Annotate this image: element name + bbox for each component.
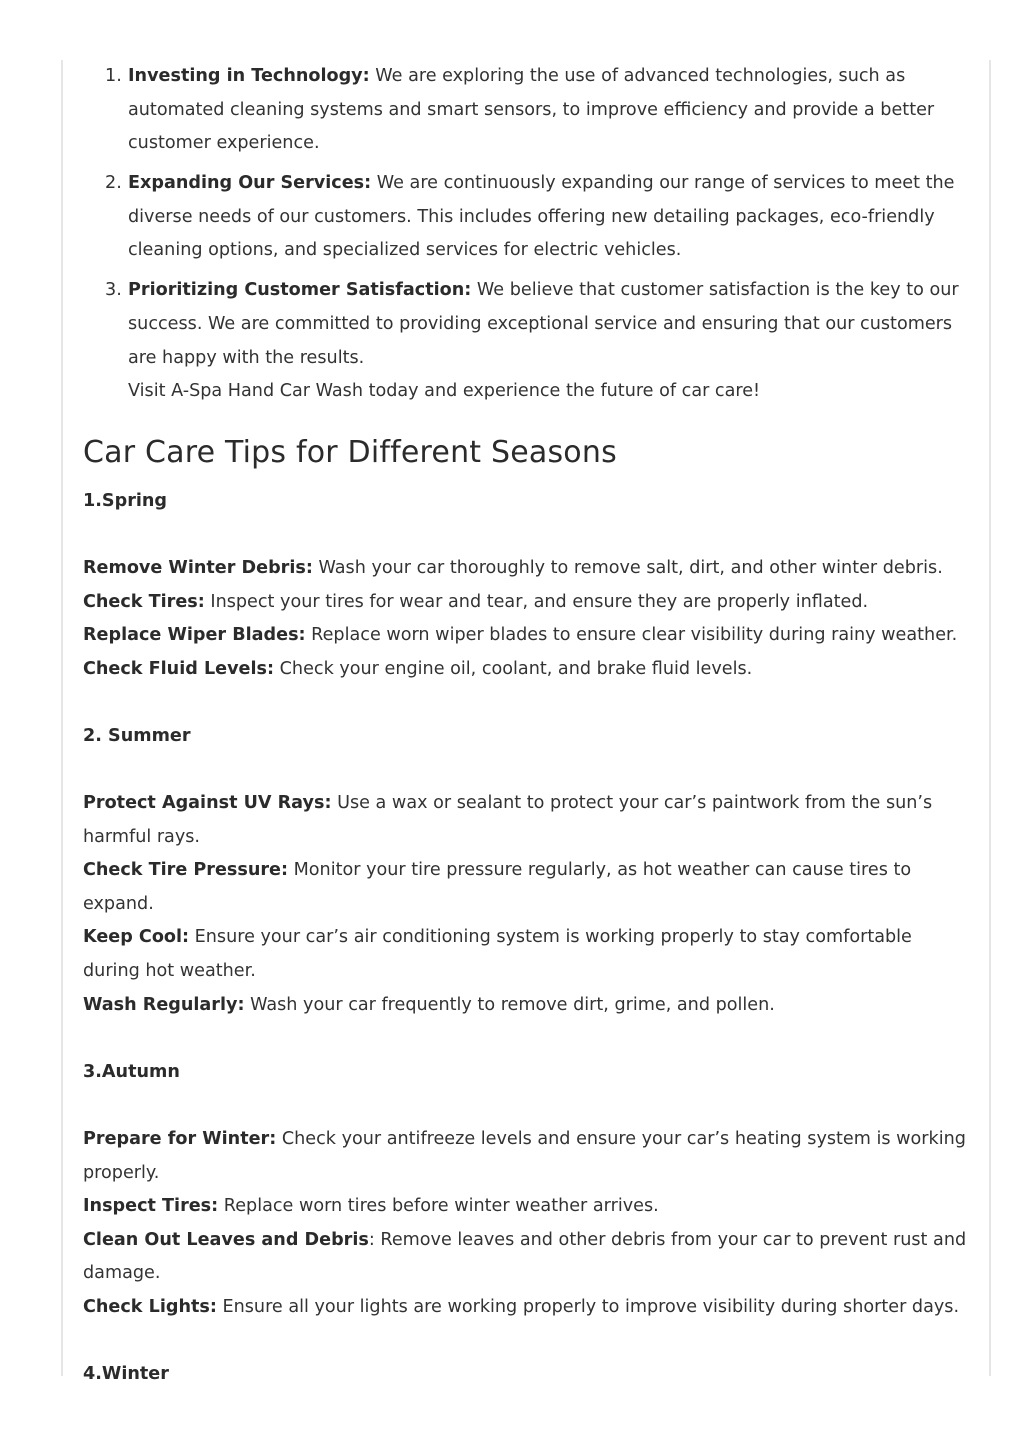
list-item-title: Expanding Our Services: (128, 173, 372, 194)
tip-item (83, 921, 973, 988)
tip-item (83, 1224, 973, 1291)
season-block-spring (83, 485, 973, 720)
tip-item (83, 653, 973, 687)
tip-title: Wash Regularly: (83, 994, 245, 1015)
tip-title: Protect Against UV Rays: (83, 793, 332, 814)
tip-title: Check Lights: (83, 1296, 217, 1317)
list-item-text: We believe that customer satisfaction is the key to our success. We are committed to providing exceptional service and ensuring that our customers are happy with the results. (128, 280, 959, 368)
list-item-title: Prioritizing Customer Satisfaction: (128, 280, 472, 301)
list-item-text: We are exploring the use of advanced technologies, such as automated cleaning systems and smart sensors, to improve efficiency and provide a better customer experience. (128, 66, 935, 154)
tip-text: Check your antifreeze levels and ensure your car’s heating system is working properly. (83, 1129, 966, 1183)
list-item (83, 274, 973, 408)
tip-title: Remove Winter Debris: (83, 557, 313, 578)
tip-title: Keep Cool: (83, 927, 190, 948)
article-body (83, 60, 973, 1392)
season-heading: 2. Summer (83, 725, 191, 746)
list-number: 1. (105, 66, 122, 86)
tip-text: Ensure all your lights are working properly to improve visibility during shorter days. (216, 1296, 960, 1317)
tip-text: Replace worn wiper blades to ensure clear visibility during rainy weather. (305, 625, 958, 646)
tip-item (83, 787, 973, 854)
tip-title: Clean Out Leaves and Debris (83, 1229, 369, 1250)
tip-item (83, 1123, 973, 1190)
tip-text: Replace worn tires before winter weather arrives. (218, 1196, 659, 1217)
tip-text: Check your engine oil, coolant, and brake fluid levels. (274, 658, 753, 679)
list-item-title: Investing in Technology: (128, 66, 370, 86)
tip-item (83, 854, 973, 921)
tip-item (83, 619, 973, 653)
list-item (83, 167, 973, 268)
tip-text: Use a wax or sealant to protect your car’s paintwork from the sun’s harmful rays. (83, 793, 933, 847)
tip-title: Check Tire Pressure: (83, 860, 289, 881)
closing-call-to-action: Visit A-Spa Hand Car Wash today and experience the future of car care! (128, 381, 761, 402)
future-plans-list (83, 60, 973, 409)
section-title: Car Care Tips for Different Seasons (83, 434, 617, 470)
season-heading: 4.Winter (83, 1364, 169, 1385)
tip-text: Monitor your tire pressure regularly, as hot weather can cause tires to expand. (83, 860, 912, 914)
page-border-left (61, 60, 63, 1376)
list-number: 3. (105, 280, 122, 301)
season-block-autumn (83, 1056, 973, 1358)
list-item-text: We are continuously expanding our range of services to meet the diverse needs of our customers. This includes offering new detailing packages, eco-friendly cleaning options, and specialized services for electric vehicles. (128, 173, 955, 261)
tip-text: Wash your car frequently to remove dirt, grime, and pollen. (244, 994, 775, 1015)
list-number: 2. (105, 173, 122, 194)
season-heading: 1.Spring (83, 490, 168, 511)
tip-item (83, 1190, 973, 1224)
tip-text: Ensure your car’s air conditioning system is working properly to stay comfortable during hot weather. (83, 927, 912, 982)
tip-title: Inspect Tires: (83, 1196, 219, 1217)
tip-item (83, 989, 973, 1023)
season-block-winter (83, 1358, 973, 1392)
tip-title: Check Tires: (83, 591, 205, 612)
tip-title: Prepare for Winter: (83, 1129, 277, 1149)
tip-item (83, 552, 973, 586)
season-block-summer (83, 720, 973, 1056)
tip-title: Replace Wiper Blades: (83, 625, 306, 646)
tip-text: Inspect your tires for wear and tear, and ensure they are properly inflated. (204, 591, 869, 612)
page-border-right (989, 60, 991, 1376)
tip-text: Wash your car thoroughly to remove salt, dirt, and other winter debris. (312, 557, 943, 578)
season-heading: 3.Autumn (83, 1061, 180, 1082)
tip-item (83, 586, 973, 620)
tip-title: Check Fluid Levels: (83, 658, 275, 679)
tip-item (83, 1291, 973, 1325)
list-item (83, 60, 973, 161)
tip-text: : Remove leaves and other debris from your car to prevent rust and damage. (83, 1229, 967, 1284)
